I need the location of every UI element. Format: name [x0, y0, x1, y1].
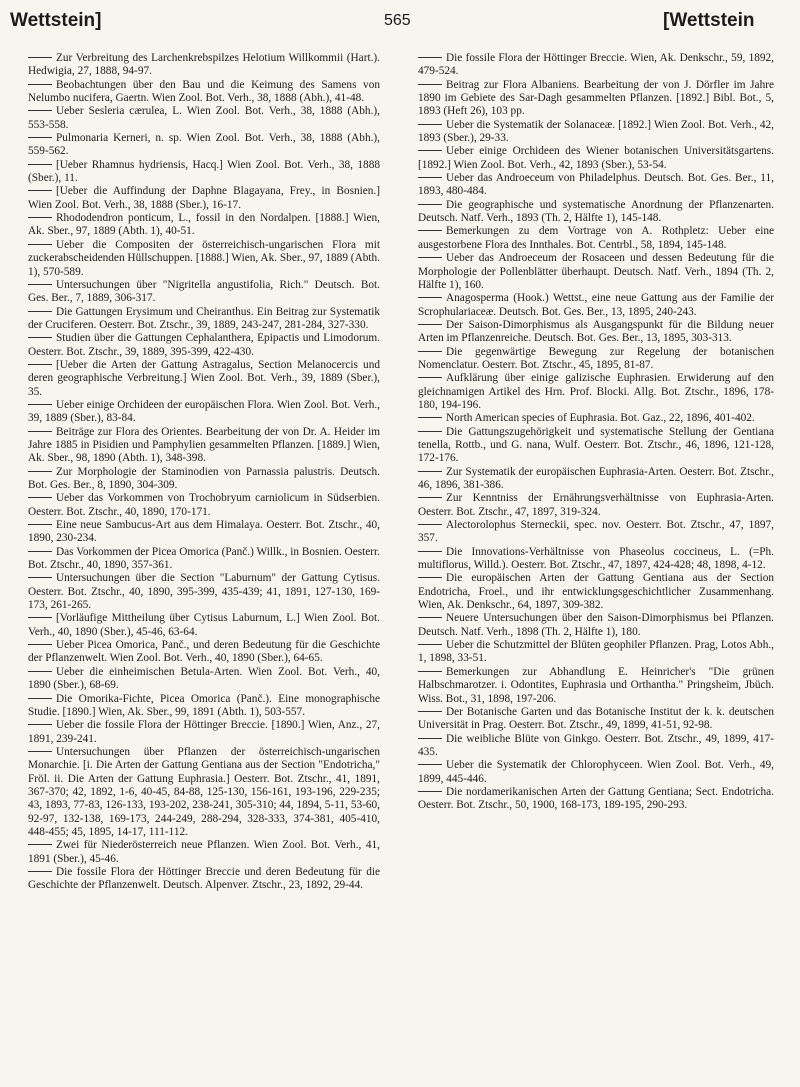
ditto-rule [28, 244, 52, 245]
bibliography-entry [418, 172, 774, 199]
bibliography-entry [28, 693, 380, 720]
bibliography-entry [418, 759, 774, 786]
bibliography-entry [418, 119, 774, 146]
entry-text: Beitrag zur Flora Albaniens. Bearbeitung der von J. Dörfler im Jahre 1890 im Gebiete des Sar-Dagh gesammelten Pflanzen. [1892.] Bibl. Bot., 5, 1893 (Heft 26), 103 pp. [418, 78, 774, 118]
ditto-rule [418, 524, 442, 525]
bibliography-entry [418, 572, 774, 612]
bibliography-entry [418, 519, 774, 546]
entry-text: Die Gattungszugehörigkeit und systematische Stellung der Gentiana tenella, Rottb., und G. nana, Wulf. Oesterr. Bot. Ztschr., 46, 1896, 121-128, 172-176. [418, 425, 774, 465]
bibliography-entry [418, 292, 774, 319]
ditto-rule [418, 577, 442, 578]
bibliography-entry [418, 706, 774, 733]
entry-text: Studien über die Gattungen Cephalanthera, Epipactis und Limodorum. Oesterr. Bot. Ztschr., 39, 1889, 395-399, 422-430. [28, 332, 380, 358]
bibliography-entry [28, 399, 380, 426]
entry-text: Ueber die Schutzmittel der Blüten geophiler Pflanzen. Prag, Lotos Abh., 1, 1898, 33-51. [418, 639, 774, 665]
bibliography-entry [28, 492, 380, 519]
bibliography-entry [28, 426, 380, 466]
ditto-rule [418, 671, 442, 672]
ditto-rule [28, 644, 52, 645]
entry-text: Alectorolophus Sterneckii, spec. nov. Oesterr. Bot. Ztschr., 47, 1897, 357. [418, 519, 774, 545]
page-number: 565 [384, 12, 411, 29]
bibliography-entry [28, 666, 380, 693]
bibliography-entry [28, 719, 380, 746]
bibliography-entry [418, 319, 774, 346]
entry-text: Ueber die Systematik der Solanaceæ. [1892.] Wien Zool. Bot. Verh., 42, 1893 (Sber.), 29-33. [418, 118, 774, 145]
bibliography-entry [418, 346, 774, 373]
bibliography-entry [418, 546, 774, 573]
entry-text: Die fossile Flora der Höttinger Breccie und deren Bedeutung für die Geschichte der Pflanzenwelt. Deutsch. Alpenver. Ztschr., 23, 1892, 29-44. [28, 865, 380, 892]
entry-text: Ueber die fossile Flora der Höttinger Breccie. [1890.] Wien, Anz., 27, 1891, 239-241. [28, 719, 380, 745]
entry-text: Die fossile Flora der Höttinger Breccie. Wien, Ak. Denkschr., 59, 1892, 479-524. [418, 52, 774, 78]
ditto-rule [28, 364, 52, 365]
bibliography-entry [418, 786, 774, 813]
ditto-rule [28, 311, 52, 312]
ditto-rule [418, 617, 442, 618]
ditto-rule [418, 471, 442, 472]
ditto-rule [418, 177, 442, 178]
bibliography-entry [418, 639, 774, 666]
bibliography-entry [28, 746, 380, 839]
entry-text: Ueber einige Orchideen der europäischen Flora. Wien Zool. Bot. Verh., 39, 1889 (Sber.), 83-84. [28, 398, 380, 425]
entry-text: Die nordamerikanischen Arten der Gattung Gentiana; Sect. Endotricha. Oesterr. Bot. Ztschr., 50, 1900, 168-173, 189-195, 290-293. [418, 785, 774, 812]
bibliography-entry [28, 332, 380, 359]
bibliography-entry [418, 426, 774, 466]
entry-text: Die Omorika-Fichte, Picea Omorica (Panč.). Eine monographische Studie. [1890.] Wien, Ak. Sber., 99, 1891 (Abth. 1), 503-557. [28, 692, 380, 718]
entry-text: Das Vorkommen der Picea Omorica (Panč.) Willk., in Bosnien. Oesterr. Bot. Ztschr., 40, 1890, 357-361. [28, 545, 380, 572]
bibliography-entry [418, 466, 774, 493]
entry-text: Pulmonaria Kerneri, n. sp. Wien Zool. Bot. Verh., 38, 1888 (Abh.), 559-562. [28, 132, 380, 158]
ditto-rule [28, 164, 52, 165]
entry-text: [Ueber die Arten der Gattung Astragalus, Section Melanocercis und deren geographische Verbreitung.] Wien Zool. Bot. Verh., 39, 1889 (Sber.), 35. [28, 358, 380, 398]
entry-text: Ueber die Systematik der Chlorophyceen. Wien Zool. Bot. Verh., 49, 1899, 445-446. [418, 759, 774, 785]
entry-text: Beiträge zur Flora des Orientes. Bearbeitung der von Dr. A. Heider im Jahre 1885 in Pisidien und Pamphylien gesammelten Pflanzen. [1889.] Wien, Ak. Sber., 98, 1890 (Abth. 1), 348-398. [28, 425, 380, 465]
ditto-rule [28, 431, 52, 432]
entry-text: Zwei für Niederösterreich neue Pflanzen. Wien Zool. Bot. Verh., 41, 1891 (Sber.), 45-46. [28, 839, 380, 865]
entry-text: Untersuchungen über "Nigritella angustifolia, Rich." Deutsch. Bot. Ges. Ber., 7, 1889, 306-317. [28, 278, 380, 305]
entry-text: Anagosperma (Hook.) Wettst., eine neue Gattung aus der Familie der Scrophulariaceæ. Deutsch. Bot. Ges. Ber., 13, 1895, 240-243. [418, 292, 774, 318]
bibliography-entry [28, 239, 380, 279]
bibliography-entry [418, 252, 774, 292]
right-column [418, 52, 774, 813]
entry-text: Ueber die einheimischen Betula-Arten. Wien Zool. Bot. Verh., 40, 1890 (Sber.), 68-69. [28, 665, 380, 692]
bibliography-entry [28, 159, 380, 186]
bibliography-entry [418, 733, 774, 760]
entry-text: Ueber einige Orchideen des Wiener botanischen Universitätsgartens. [1892.] Wien Zool. Bot. Verh., 42, 1893 (Sber.), 53-54. [418, 145, 774, 171]
running-header [0, 10, 800, 36]
ditto-rule [28, 671, 52, 672]
bibliography-entry [28, 306, 380, 333]
bibliography-entry [418, 79, 774, 119]
ditto-rule [28, 284, 52, 285]
ditto-rule [418, 551, 442, 552]
bibliography-entry [418, 492, 774, 519]
bibliography-entry [28, 79, 380, 106]
bibliography-entry [418, 666, 774, 706]
ditto-rule [28, 577, 52, 578]
ditto-rule [418, 351, 442, 352]
entry-text: Zur Systematik der europäischen Euphrasia-Arten. Oesterr. Bot. Ztschr., 46, 1896, 381-386. [418, 465, 774, 491]
entry-text: Ueber die Compositen der österreichisch-ungarischen Flora mit zuckerabscheidenden Hüllschuppen. [1888.] Wien, Ak. Sber., 97, 1889 (Abth. 1), 570-589. [28, 238, 380, 278]
ditto-rule [418, 377, 442, 378]
ditto-rule [418, 57, 442, 58]
ditto-rule [28, 551, 52, 552]
ditto-rule [418, 764, 442, 765]
entry-text: Aufklärung über einige galizische Euphrasien. Erwiderung auf den gleichnamigen Artikel des Hrn. Prof. Blocki. Allg. Bot. Ztschr., 1896, 178-180, 194-196. [418, 372, 774, 411]
entry-text: [Vorläufige Mittheilung über Cytisus Laburnum, L.] Wien Zool. Bot. Verh., 40, 1890 (Sber.), 45-46, 63-64. [28, 612, 380, 638]
entry-text: Zur Morphologie der Staminodien von Parnassia palustris. Deutsch. Bot. Ges. Ber., 8, 1890, 304-309. [28, 465, 380, 491]
ditto-rule [418, 431, 442, 432]
ditto-rule [28, 84, 52, 85]
entry-text: Die gegenwärtige Bewegung zur Regelung der botanischen Nomenclatur. Oesterr. Bot. Ztschr., 45, 1895, 81-87. [418, 345, 774, 371]
ditto-rule [28, 471, 52, 472]
bibliography-entry [418, 225, 774, 252]
bibliography-entry [418, 199, 774, 226]
entry-text: Zur Verbreitung des Larchenkrebspilzes Helotium Willkommii (Hart.). Hedwigia, 27, 1888, 94-97. [28, 52, 380, 78]
entry-text: Zur Kenntniss der Ernährungsverhältnisse von Euphrasia-Arten. Oesterr. Bot. Ztschr., 47, 1897, 319-324. [418, 492, 774, 518]
bibliography-entry [418, 52, 774, 79]
bibliography-entry [28, 279, 380, 306]
bibliography-entry [28, 572, 380, 612]
bibliography-entry [28, 519, 380, 546]
bibliography-entry [28, 839, 380, 866]
entry-text: Bemerkungen zur Abhandlung E. Heinricher's "Die grünen Halbschmarotzer. i. Odontites, Euphrasia und Orthantha." Pringsheim, Jbüch. Wiss. Bot., 31, 1898, 197-206. [418, 665, 774, 705]
bibliography-entry [28, 866, 380, 893]
ditto-rule [418, 150, 442, 151]
bibliography-entry [28, 466, 380, 493]
ditto-rule [418, 257, 442, 258]
ditto-rule [28, 137, 52, 138]
entry-text: Rhododendron ponticum, L., fossil in den Nordalpen. [1888.] Wien, Ak. Sber., 97, 1889 (Abth. 1), 40-51. [28, 212, 380, 238]
entry-text: Untersuchungen über die Section "Laburnum" der Gattung Cytisus. Oesterr. Bot. Ztschr., 40, 1890, 395-399, 435-439; 41, 1891, 127-130, 169-173, 261-265. [28, 572, 380, 612]
ditto-rule [418, 230, 442, 231]
header-author-right: [Wettstein [663, 10, 755, 31]
bibliography-entry [28, 212, 380, 239]
ditto-rule [418, 791, 442, 792]
bibliography-entry [418, 612, 774, 639]
ditto-rule [28, 724, 52, 725]
bibliography-entry [28, 546, 380, 573]
entry-text: Neuere Untersuchungen über den Saison-Dimorphismus bei Pflanzen. Deutsch. Natf. Verh., 1898 (Th. 2, Hälfte 1), 180. [418, 612, 774, 638]
entry-text: Der Botanische Garten und das Botanische Institut der k. k. deutschen Universität in Prag. Oesterr. Bot. Ztschr., 49, 1899, 41-51, 92-98. [418, 705, 774, 732]
entry-text: Ueber das Androeceum der Rosaceen und dessen Bedeutung für die Morphologie der Pollenblätter überhaupt. Deutsch. Natf. Verh., 1894 (Th. 2, Hälfte 1), 160. [418, 252, 774, 291]
bibliography-entry [28, 105, 380, 132]
ditto-rule [28, 497, 52, 498]
entry-text: [Ueber Rhamnus hydriensis, Hacq.] Wien Zool. Bot. Verh., 38, 1888 (Sber.), 11. [28, 158, 380, 185]
ditto-rule [28, 57, 52, 58]
bibliography-entry [418, 372, 774, 412]
entry-text: Die Innovations-Verhältnisse von Phaseolus coccineus, L. (=Ph. multiflorus, Willd.). Oesterr. Bot. Ztschr., 47, 1897, 424-428; 48, 1898, 4-12. [418, 545, 774, 572]
entry-text: Ueber Picea Omorica, Panč., und deren Bedeutung für die Geschichte der Pflanzenwelt. Wien Zool. Bot. Verh., 40, 1890 (Sber.), 64-65. [28, 639, 380, 665]
entry-text: Die Gattungen Erysimum und Cheiranthus. Ein Beitrag zur Systematik der Cruciferen. Oesterr. Bot. Ztschr., 39, 1889, 243-247, 281-284, 327-330. [28, 305, 380, 331]
entry-text: Bemerkungen zu dem Vortrage von A. Rothpletz: Ueber eine ausgestorbene Flora des Innthales. Bot. Centrbl., 58, 1894, 145-148. [418, 225, 774, 251]
entry-text: Ueber Sesleria cærulea, L. Wien Zool. Bot. Verh., 38, 1888 (Abh.), 553-558. [28, 105, 380, 131]
ditto-rule [28, 217, 52, 218]
ditto-rule [418, 417, 442, 418]
ditto-rule [28, 617, 52, 618]
ditto-rule [418, 124, 442, 125]
ditto-rule [418, 497, 442, 498]
left-column [28, 52, 380, 893]
entry-text: Ueber das Androeceum von Philadelphus. Deutsch. Bot. Ges. Ber., 11, 1893, 480-484. [418, 172, 774, 198]
bibliography-entry [28, 612, 380, 639]
bibliography-entry [28, 185, 380, 212]
bibliography-entry [28, 132, 380, 159]
ditto-rule [418, 644, 442, 645]
ditto-rule [28, 404, 52, 405]
entry-text: Ueber das Vorkommen von Trochobryum carniolicum in Südserbien. Oesterr. Bot. Ztschr., 40, 1890, 170-171. [28, 492, 380, 518]
bibliography-entry [28, 359, 380, 399]
entry-text: North American species of Euphrasia. Bot. Gaz., 22, 1896, 401-402. [446, 412, 755, 425]
entry-text: Untersuchungen über Pflanzen der österreichisch-ungarischen Monarchie. [i. Die Arten der Gattung Gentiana aus der Section "Endotricha," Fröl. ii. Die Arten der Gattung Euphrasia.] Oesterr. Bot. Ztschr., 41, 1891, 367-370; 42, 1892, 1-6, 40-45, 84-88, 125-130, 156-161, 193-196, 229-235; 43, 1893, 77-83, 126-133, 193-202, 238-241, 305-310; 44, 1894, 5-11, 53-60, 92-97, 132-138, 169-173, 244-249, 288-294, 328-333, 374-381, 405-410, 448-455; 45, 1895, 14-17, 111-112. [28, 745, 380, 838]
ditto-rule [28, 698, 52, 699]
ditto-rule [28, 751, 52, 752]
bibliography-entry [418, 412, 774, 425]
bibliography-entry [418, 145, 774, 172]
entry-text: Die europäischen Arten der Gattung Gentiana aus der Section Endotricha, Froel., und ihr entwicklungsgeschichtlicher Zusammenhang. Wien, Ak. Denkschr., 64, 1897, 309-382. [418, 572, 774, 612]
bibliography-entry [28, 52, 380, 79]
ditto-rule [28, 524, 52, 525]
header-author-left: Wettstein] [10, 10, 102, 31]
entry-text: Die geographische und systematische Anordnung der Pflanzenarten. Deutsch. Natf. Verh., 1893 (Th. 2, Hälfte 1), 145-148. [418, 198, 774, 225]
bibliography-entry [28, 639, 380, 666]
ditto-rule [28, 110, 52, 111]
entry-text: Eine neue Sambucus-Art aus dem Himalaya. Oesterr. Bot. Ztschr., 40, 1890, 230-234. [28, 519, 380, 545]
ditto-rule [28, 190, 52, 191]
ditto-rule [418, 204, 442, 205]
ditto-rule [418, 738, 442, 739]
ditto-rule [418, 84, 442, 85]
ditto-rule [418, 297, 442, 298]
ditto-rule [28, 337, 52, 338]
ditto-rule [28, 844, 52, 845]
entry-text: [Ueber die Auffindung der Daphne Blagayana, Frey., in Bosnien.] Wien Zool. Bot. Verh., 38, 1888 (Sber.), 16-17. [28, 185, 380, 211]
ditto-rule [418, 324, 442, 325]
entry-text: Der Saison-Dimorphismus als Ausgangspunkt für die Bildung neuer Arten im Pflanzenreiche. Deutsch. Bot. Ges. Ber., 13, 1895, 303-313. [418, 318, 774, 345]
ditto-rule [28, 871, 52, 872]
entry-text: Beobachtungen über den Bau und die Keimung des Samens von Nelumbo nucifera, Gaertn. Wien Zool. Bot. Verh., 38, 1888 (Abh.), 41-48. [28, 78, 380, 105]
ditto-rule [418, 711, 442, 712]
entry-text: Die weibliche Blüte von Ginkgo. Oesterr. Bot. Ztschr., 49, 1899, 417-435. [418, 732, 774, 758]
